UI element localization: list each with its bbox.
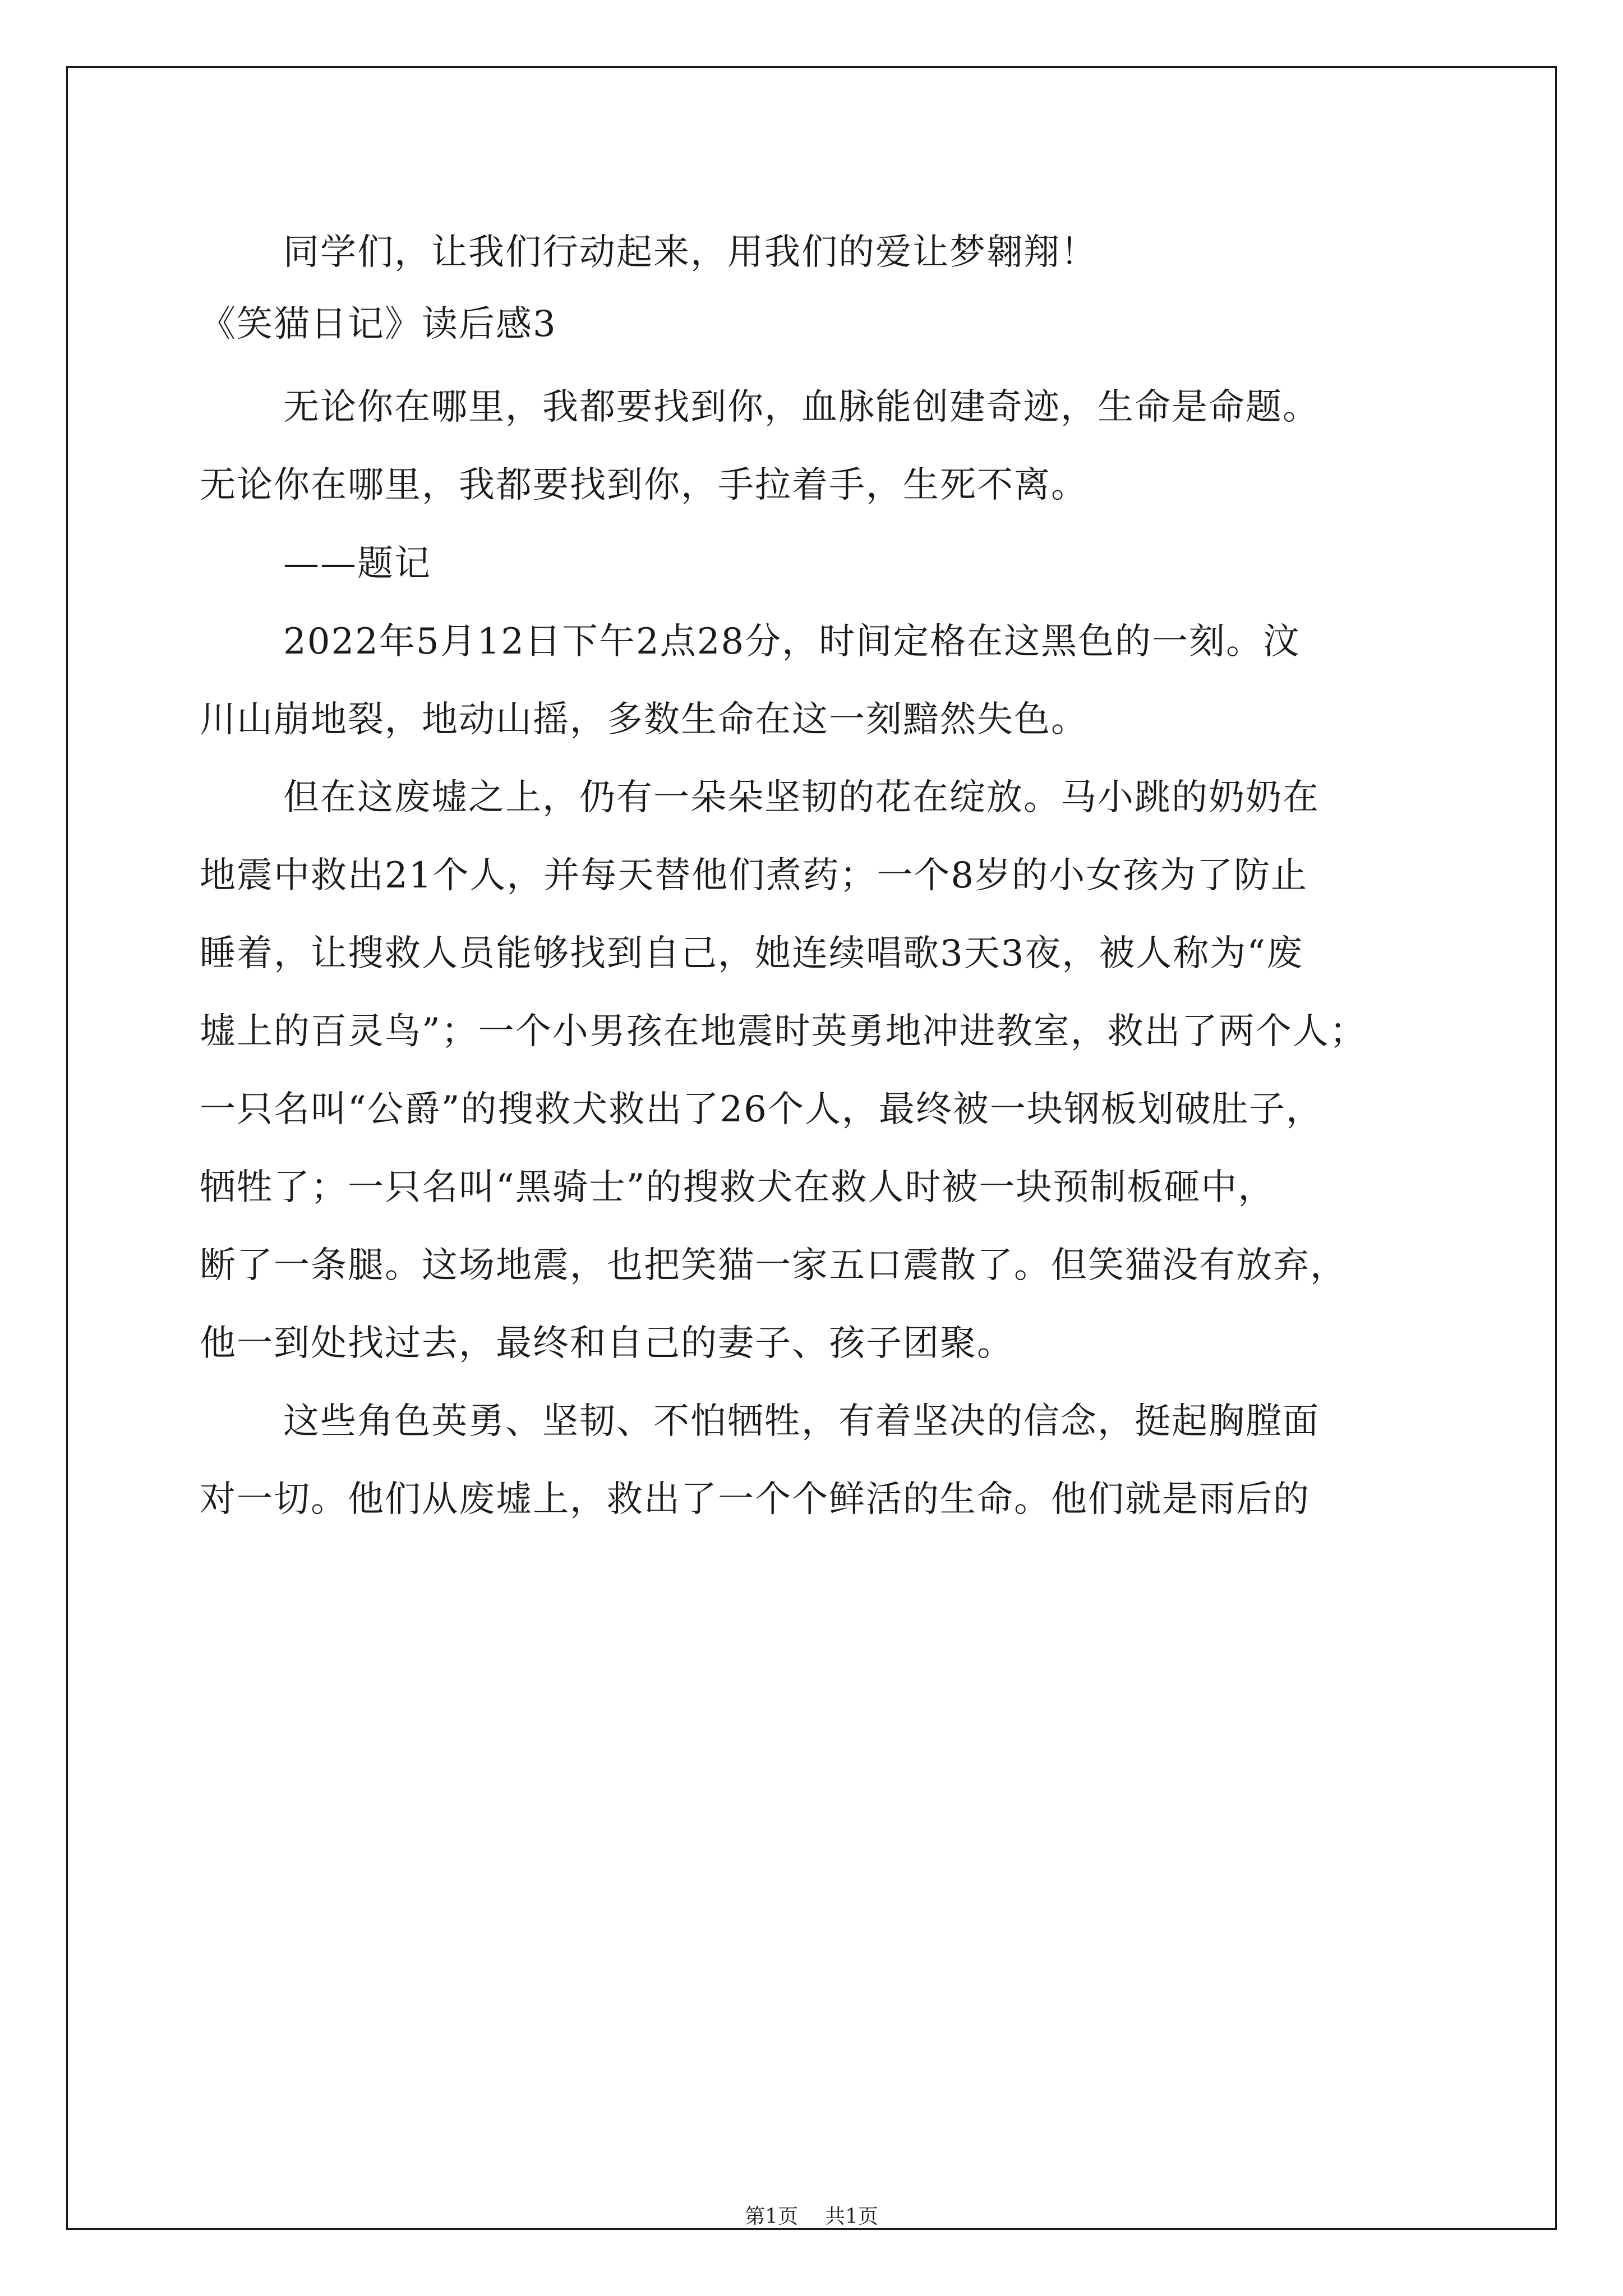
paragraph-line: 川山崩地裂，地动山摇，多数生命在这一刻黯然失色。 bbox=[200, 699, 1088, 740]
paragraph-line: 同学们，让我们行动起来，用我们的爱让梦翱翔！ bbox=[283, 232, 1098, 273]
paragraph-line: 他一到处找过去，最终和自己的妻子、孩子团聚。 bbox=[200, 1323, 1014, 1364]
paragraph-line: 墟上的百灵鸟”；一个小男孩在地震时英勇地冲进教室，救出了两个人； bbox=[200, 1011, 1367, 1052]
paragraph-line: 2022年5月12日下午2点28分，时间定格在这黑色的一刻。汶 bbox=[283, 621, 1301, 662]
paragraph-line: 对一切。他们从废墟上，救出了一个个鲜活的生命。他们就是雨后的 bbox=[200, 1479, 1310, 1520]
page-number-total: 共1页 bbox=[825, 2205, 878, 2228]
paragraph-line: 一只名叫“公爵”的搜救犬救出了26个人，最终被一块钢板划破肚子， bbox=[200, 1089, 1323, 1130]
paragraph-line: 无论你在哪里，我都要找到你，血脉能创建奇迹，生命是命题。 bbox=[283, 386, 1320, 428]
paragraph-line: 无论你在哪里，我都要找到你，手拉着手，生死不离。 bbox=[200, 464, 1088, 506]
epigraph-attribution: ——题记 bbox=[283, 543, 431, 585]
paragraph-line: 牺牲了；一只名叫“黑骑士”的搜救犬在救人时被一块预制板砸中， bbox=[200, 1167, 1275, 1208]
paragraph-line: 断了一条腿。这场地震，也把笑猫一家五口震散了。但笑猫没有放弃， bbox=[200, 1245, 1347, 1286]
paragraph-line: 这些角色英勇、坚韧、不怕牺牲，有着坚决的信念，挺起胸膛面 bbox=[283, 1401, 1320, 1442]
page-footer bbox=[0, 2205, 1623, 2229]
paragraph-line: 但在这废墟之上，仍有一朵朵坚韧的花在绽放。马小跳的奶奶在 bbox=[283, 777, 1320, 818]
paragraph-line: 地震中救出21个人，并每天替他们煮药；一个8岁的小女孩为了防止 bbox=[200, 855, 1308, 896]
page-number-current: 第1页 bbox=[745, 2205, 798, 2228]
section-title: 《笑猫日记》读后感3 bbox=[200, 303, 557, 345]
paragraph-line: 睡着，让搜救人员能够找到自己，她连续唱歌3天3夜，被人称为“废 bbox=[200, 933, 1304, 974]
